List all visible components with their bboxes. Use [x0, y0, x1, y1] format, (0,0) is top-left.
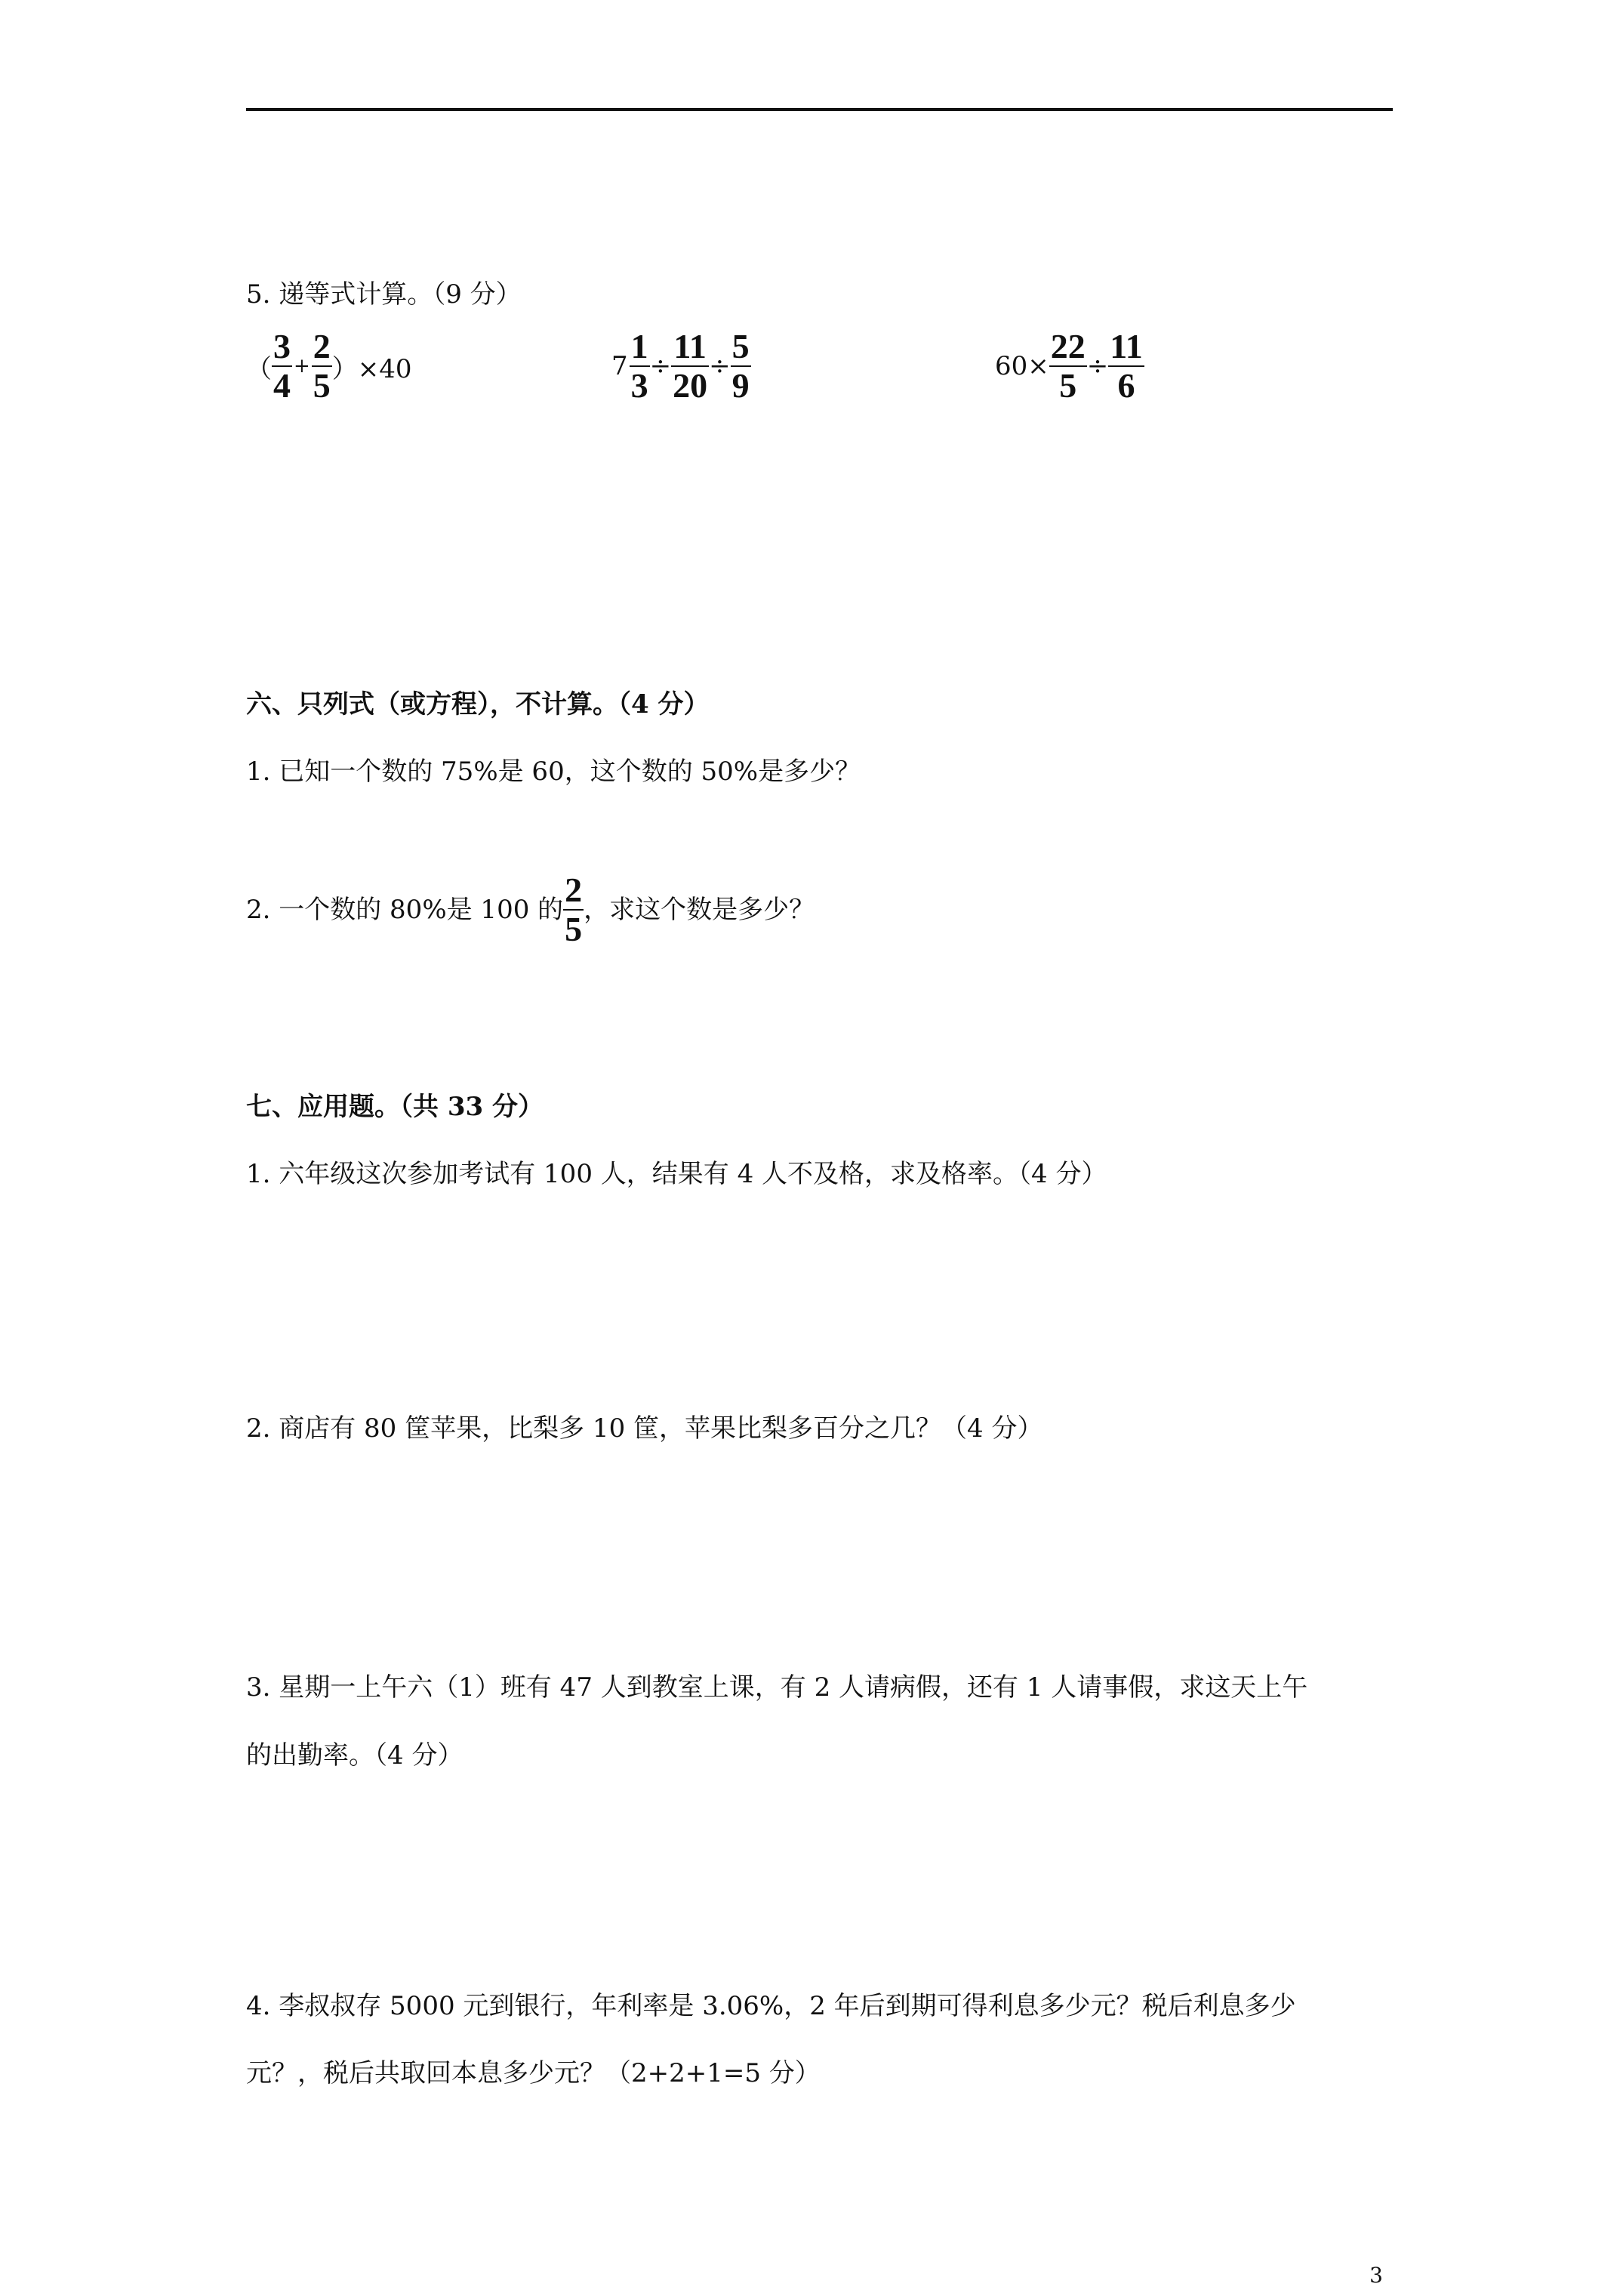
q2-text-pre: 2. 一个数的 80%是 100 的 — [246, 895, 564, 925]
divide-sign: ÷ — [649, 351, 672, 381]
q5-expression-2 — [611, 328, 751, 405]
fraction-3-4 — [272, 328, 292, 405]
denominator: 5 — [313, 366, 331, 405]
lparen: （ — [246, 353, 272, 384]
fraction-2-5 — [563, 871, 584, 948]
s7-question-4-line-1: 4. 李叔叔存 5000 元到银行，年利率是 3.06%，2 年后到期可得利息多少元？税后利息多少 — [246, 1991, 1296, 2021]
denominator: 4 — [273, 366, 291, 405]
numerator: 2 — [565, 871, 583, 909]
s7-question-3-line-1: 3. 星期一上午六（1）班有 47 人到教室上课，有 2 人请病假，还有 1 人请事假，求这天上午 — [246, 1672, 1308, 1703]
numerator: 2 — [313, 327, 331, 365]
s7-question-4-line-2: 元？，税后共取回本息多少元？（2+2+1=5 分） — [246, 2058, 821, 2088]
denominator: 5 — [1059, 366, 1077, 405]
expr-lead: 60× — [995, 351, 1049, 381]
numerator: 11 — [1110, 327, 1143, 365]
section-7-title: 七、应用题。（共 33 分） — [246, 1092, 544, 1122]
q2-text-post: ，求这个数是多少？ — [584, 895, 815, 925]
fraction-2-5 — [312, 328, 332, 405]
q5-expression-3 — [995, 328, 1144, 405]
divide-sign: ÷ — [709, 351, 731, 381]
numerator: 1 — [630, 327, 648, 365]
denominator: 3 — [630, 366, 648, 405]
section-6-title: 六、只列式（或方程），不计算。（4 分） — [246, 689, 710, 720]
q5-expression-1 — [246, 328, 412, 405]
fraction-11-20 — [671, 328, 709, 405]
denominator: 6 — [1117, 366, 1135, 405]
whole-part: 7 — [611, 351, 628, 381]
plus-sign: + — [294, 355, 310, 378]
divide-sign: ÷ — [1086, 351, 1109, 381]
denominator: 20 — [673, 366, 708, 405]
fraction-5-9 — [731, 328, 751, 405]
numerator: 22 — [1050, 327, 1086, 365]
denominator: 5 — [565, 910, 583, 948]
expr-tail: ）×40 — [331, 353, 412, 384]
denominator: 9 — [731, 366, 750, 405]
fraction-22-5 — [1049, 328, 1087, 405]
header-rule — [246, 108, 1393, 111]
numerator: 3 — [273, 327, 291, 365]
numerator: 11 — [673, 327, 707, 365]
s7-question-2: 2. 商店有 80 筐苹果，比梨多 10 筐，苹果比梨多百分之几？（4 分） — [246, 1413, 1043, 1444]
fraction-1-3 — [630, 328, 650, 405]
s6-question-2 — [246, 871, 815, 948]
s7-question-3-line-2: 的出勤率。（4 分） — [246, 1740, 463, 1771]
numerator: 5 — [731, 327, 750, 365]
q5-title: 5. 递等式计算。（9 分） — [246, 279, 522, 310]
page-number: 3 — [1369, 2263, 1383, 2288]
fraction-11-6 — [1108, 328, 1144, 405]
s6-question-1: 1. 已知一个数的 75%是 60，这个数的 50%是多少？ — [246, 757, 861, 787]
s7-question-1: 1. 六年级这次参加考试有 100 人，结果有 4 人不及格，求及格率。（4 分） — [246, 1159, 1107, 1189]
